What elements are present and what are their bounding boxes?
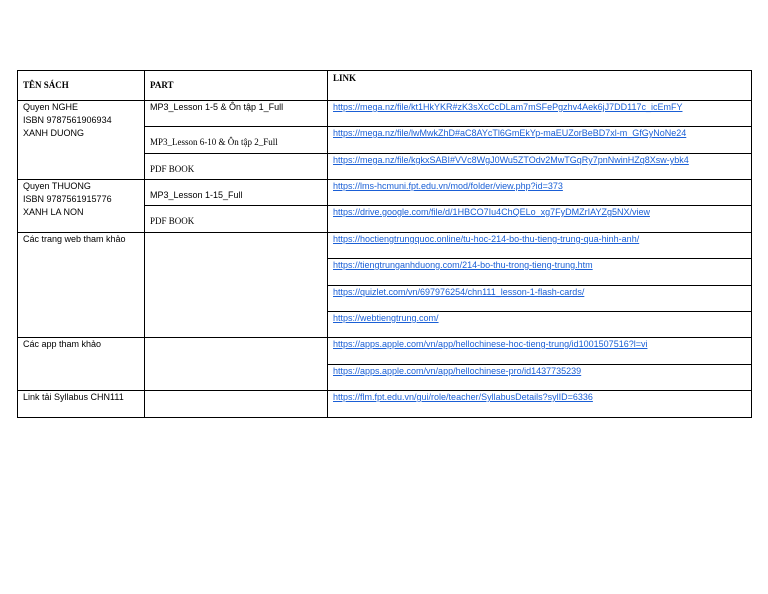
header-row [18,71,752,101]
apps-link-1-cell [328,338,752,365]
apps-label: Các app tham khảo [18,338,145,391]
web-link-4-cell [328,312,752,338]
book1-link-1-cell [328,101,752,127]
syllabus-label: Link tải Syllabus CHN111 [18,391,145,418]
book1-part-3: PDF BOOK [145,154,328,180]
book2-cell [18,180,145,233]
web-link-1[interactable]: https://hoctiengtrungquoc.online/tu-hoc-214-bo-thu-tieng-trung-qua-hinh-anh/ [333,234,640,244]
book1-link-1[interactable]: https://mega.nz/file/kt1HkYKR#zK3sXcCcDLam7mSFePgzhv4Aek6jJ7DD117c_icEmFY [333,102,683,112]
web-link-3-cell [328,286,752,312]
book2-isbn: ISBN 9787561915776 [23,194,112,204]
web-link-2-cell [328,259,752,286]
book1-cell [18,101,145,180]
apps-part-empty [145,338,328,391]
apps-link-2[interactable]: https://apps.apple.com/vn/app/hellochinese-pro/id1437735239 [333,366,582,376]
web-link-3[interactable]: https://quizlet.com/vn/697976254/chn111_lesson-1-flash-cards/ [333,287,585,297]
web-label: Các trang web tham khảo [18,233,145,338]
book2-color: XANH LA NON [23,207,84,217]
book2-link-2-cell [328,206,752,233]
book2-title: Quyen THUONG [23,181,91,191]
book1-link-3[interactable]: https://mega.nz/file/kgkxSABI#VVc8WgJ0Wu5ZTOdv2MwTGqRy7pnNwinHZq8Xsw-ybk4 [333,155,689,165]
book1-part-2: MP3_Lesson 6-10 & Ôn tập 2_Full [145,127,328,154]
book1-part-1: MP3_Lesson 1-5 & Ôn tập 1_Full [145,101,328,127]
table-row [18,338,752,365]
book1-link-3-cell [328,154,752,180]
syllabus-link[interactable]: https://flm.fpt.edu.vn/gui/role/teacher/SyllabusDetails?sylID=6336 [333,392,593,402]
apps-link-2-cell [328,365,752,391]
resource-table [17,70,752,418]
header-book-name: TÊN SÁCH [18,71,145,101]
syllabus-link-cell [328,391,752,418]
book2-link-1-cell [328,180,752,206]
table-row [18,233,752,259]
header-link: LINK [328,71,752,101]
book1-isbn: ISBN 9787561906934 [23,115,112,125]
web-link-1-cell [328,233,752,259]
book2-link-1[interactable]: https://lms-hcmuni.fpt.edu.vn/mod/folder/view.php?id=373 [333,181,563,191]
header-part: PART [145,71,328,101]
web-part-empty [145,233,328,338]
book2-part-1: MP3_Lesson 1-15_Full [145,180,328,206]
book1-color: XANH DUONG [23,128,85,138]
book1-title: Quyen NGHE [23,102,79,112]
apps-link-1[interactable]: https://apps.apple.com/vn/app/hellochinese-hoc-tieng-trung/id1001507516?l=vi [333,339,648,349]
table-row [18,180,752,206]
web-link-2[interactable]: https://tiengtrunganhduong.com/214-bo-thu-trong-tieng-trung.htm [333,260,593,270]
book2-link-2[interactable]: https://drive.google.com/file/d/1HBCO7Iu4ChQELo_xg7FyDMZrIAYZg5NX/view [333,207,650,217]
book2-part-2: PDF BOOK [145,206,328,233]
web-link-4[interactable]: https://webtiengtrung.com/ [333,313,439,323]
table-row [18,391,752,418]
table-row [18,101,752,127]
syllabus-part-empty [145,391,328,418]
book1-link-2-cell [328,127,752,154]
book1-link-2[interactable]: https://mega.nz/file/lwMwkZhD#aC8AYcTl6GmEkYp-maEUZorBeBD7xl-m_GfGyNoNe24 [333,128,687,138]
